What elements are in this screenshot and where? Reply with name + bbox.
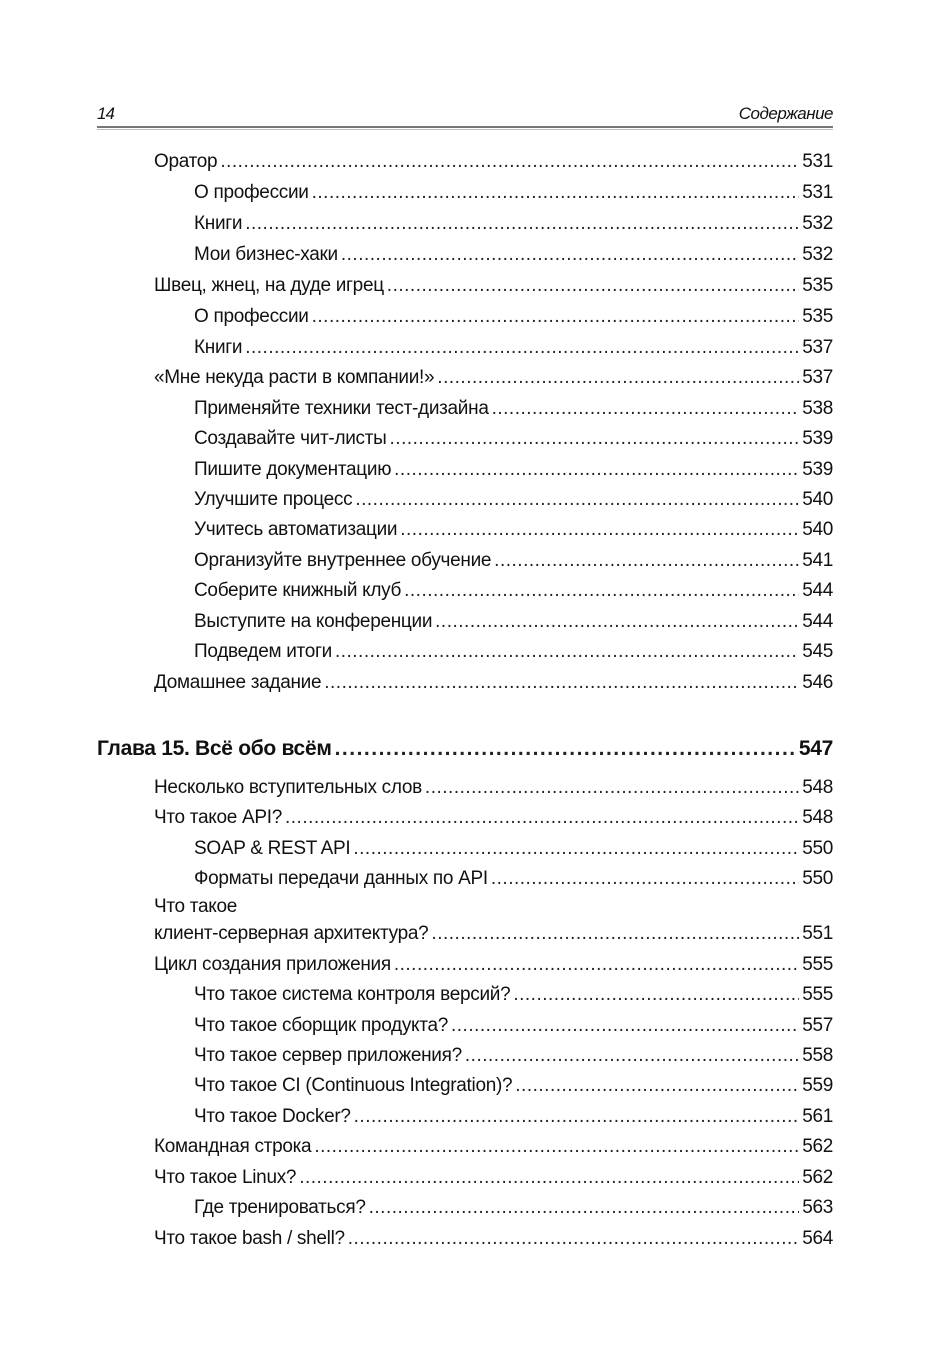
toc-entry[interactable] [194,181,833,205]
dot-leader [425,776,799,800]
toc-entry[interactable] [194,610,833,634]
toc-entry-page: 559 [802,1075,833,1096]
toc-entry-page: 562 [802,1136,833,1157]
toc-entry[interactable] [154,274,833,298]
dot-leader [404,579,799,603]
page-number: 14 [97,104,114,123]
dot-leader [390,427,800,451]
toc-entry[interactable] [194,1105,833,1129]
dot-leader [494,549,799,573]
toc-entry-title: Организуйте внутреннее обучение [194,550,492,571]
toc-entry-title: клиент-серверная архитектура? [154,923,429,944]
toc-entry[interactable] [194,837,833,861]
toc-entry-page: 548 [802,777,833,798]
toc-entry[interactable] [194,1044,833,1068]
toc-entry-title: Что такое система контроля версий? [194,984,511,1005]
dot-leader [387,274,799,298]
toc-entry-title: Что такое CI (Continuous Integration)? [194,1075,513,1096]
toc-entry-title: Создавайте чит-листы [194,428,387,449]
toc-entry[interactable] [194,867,833,891]
toc-entry-page: 539 [802,428,833,449]
dot-leader [353,837,799,861]
toc-entry-title: Командная строка [154,1136,312,1157]
toc-entry-page: 540 [802,519,833,540]
toc-entry-title: О профессии [194,306,309,327]
toc-entry-title: Учитесь автоматизации [194,519,398,540]
toc-entry[interactable] [154,922,833,946]
toc-entry-page: 535 [802,275,833,296]
toc-entry-title: Глава 15. Всё обо всём [97,737,332,760]
toc-entry[interactable] [194,397,833,421]
toc-entry[interactable] [154,1135,833,1159]
toc-entry-title: Что такое API? [154,807,282,828]
toc-entry-page: 563 [802,1197,833,1218]
dot-leader [491,867,799,891]
toc-entry-page: 548 [802,807,833,828]
toc-entry-title: Что такое сборщик продукта? [194,1015,448,1036]
header-rule [97,126,833,128]
toc-entry-title: Что такое Docker? [194,1106,351,1127]
toc-entry-title: SOAP & REST API [194,838,351,859]
toc-entry[interactable] [194,1014,833,1038]
toc-entry-page: 544 [802,611,833,632]
dot-leader [312,181,800,205]
dot-leader [348,1227,799,1251]
toc-entry[interactable] [154,671,833,695]
toc-entry-title: Мои бизнес-хаки [194,244,338,265]
toc-entry[interactable] [194,983,833,1007]
toc-entry-page: 564 [802,1228,833,1249]
toc-entry-page: 541 [802,550,833,571]
toc-entry[interactable] [194,427,833,451]
toc-entry-title: Оратор [154,151,218,172]
toc-entry-page: 547 [798,737,833,760]
toc-entry[interactable] [194,518,833,542]
dot-leader [335,737,796,761]
dot-leader [492,397,800,421]
dot-leader [431,922,799,946]
toc-entry-page: 551 [802,923,833,944]
toc-entry[interactable] [154,953,833,977]
toc-entry-title: Что такое bash / shell? [154,1228,345,1249]
dot-leader [324,671,799,695]
toc-entry[interactable] [194,336,833,360]
toc-entry-title: Где тренироваться? [194,1197,366,1218]
dot-leader [451,1014,799,1038]
toc-entry-title-line1: Что такое [154,896,238,917]
toc-entry-page: 537 [802,367,833,388]
toc-entry-page: 532 [802,244,833,265]
dot-leader [394,953,799,977]
toc-entry-title: Книги [194,337,243,358]
toc-entry[interactable] [154,1227,833,1251]
toc-entry[interactable] [194,305,833,329]
toc-entry-page: 555 [802,984,833,1005]
toc-entry-title: Домашнее задание [154,672,322,693]
dot-leader [312,305,800,329]
dot-leader [400,518,799,542]
dot-leader [285,806,799,830]
dot-leader [341,243,799,267]
toc-entry[interactable] [194,212,833,236]
toc-entry[interactable] [194,1074,833,1098]
toc-entry-title: «Мне некуда расти в компании!» [154,367,435,388]
toc-entry-title: О профессии [194,182,309,203]
toc-entry-page: 555 [802,954,833,975]
section-title: Содержание [738,104,833,123]
dot-leader [437,366,799,390]
toc-entry-title: Книги [194,213,243,234]
toc-entry-title: Пишите документацию [194,459,392,480]
toc-entry-title: Что такое Linux? [154,1167,297,1188]
toc-entry-page: 540 [802,489,833,510]
toc-entry-page: 531 [802,182,833,203]
toc-entry-page: 562 [802,1167,833,1188]
toc-entry[interactable] [194,243,833,267]
dot-leader [220,150,799,174]
toc-entry-page: 539 [802,459,833,480]
toc-entry[interactable] [194,458,833,482]
toc-entry[interactable] [154,1166,833,1190]
toc-entry-page: 550 [802,838,833,859]
dot-leader [245,212,799,236]
toc-entry-title: Подведем итоги [194,641,332,662]
dot-leader [369,1196,800,1220]
toc-entry[interactable] [194,488,833,512]
toc-entry-page: 532 [802,213,833,234]
toc-entry-title: Несколько вступительных слов [154,777,422,798]
toc-entry-page: 550 [802,868,833,889]
toc-entry-title: Улучшите процесс [194,489,353,510]
toc-entry[interactable] [194,1196,833,1220]
toc-entry[interactable] [194,640,833,664]
dot-leader [245,336,799,360]
toc-entry-page: 561 [802,1106,833,1127]
toc-entry[interactable] [194,579,833,603]
toc-entry-title: Швец, жнец, на дуде игрец [154,275,384,296]
toc-entry-page: 537 [802,337,833,358]
toc-entry-title: Выступите на конференции [194,611,433,632]
toc-entry-title: Форматы передачи данных по API [194,868,488,889]
dot-leader [435,610,799,634]
toc-entry-page: 535 [802,306,833,327]
toc-entry[interactable] [154,150,833,174]
toc-entry-page: 546 [802,672,833,693]
dot-leader [355,488,799,512]
dot-leader [394,458,799,482]
toc-entry-page: 557 [802,1015,833,1036]
dot-leader [513,983,799,1007]
toc-entry-page: 531 [802,151,833,172]
dot-leader [335,640,799,664]
toc-entry-page: 538 [802,398,833,419]
dot-leader [354,1105,800,1129]
toc-entry-title: Что такое сервер приложения? [194,1045,462,1066]
toc-entry-title: Цикл создания приложения [154,954,391,975]
toc-entry-page: 558 [802,1045,833,1066]
dot-leader [515,1074,799,1098]
dot-leader [314,1135,799,1159]
toc-entry[interactable] [154,776,833,800]
toc-entry-page: 544 [802,580,833,601]
dot-leader [299,1166,799,1190]
toc-entry[interactable] [154,806,833,830]
toc-entry-page: 545 [802,641,833,662]
toc-chapter[interactable] [97,737,833,761]
toc-entry-title: Соберите книжный клуб [194,580,402,601]
header-rule-thin [97,129,833,130]
toc-entry-title: Применяйте техники тест-дизайна [194,398,489,419]
dot-leader [465,1044,799,1068]
toc-entry[interactable] [154,366,833,390]
toc-entry[interactable] [194,549,833,573]
running-header [97,104,833,126]
